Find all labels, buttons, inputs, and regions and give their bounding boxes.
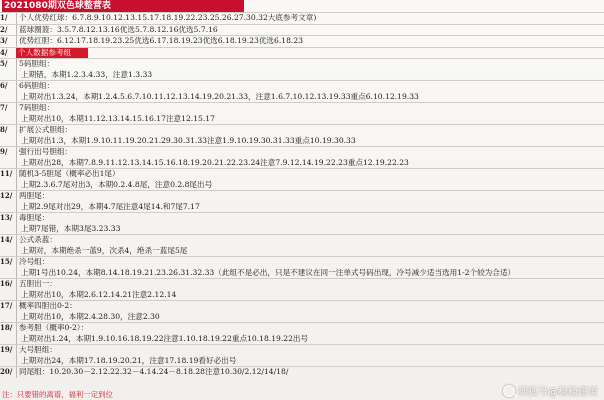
section-detail: 上期1号出10.24，本期8.14.18.19.21.23.26.31.32.33（此组不是必出，只是不建议在同一注单式号码出现，冷号减少适当选用1-2个较为合适） xyxy=(16,268,515,279)
section-detail: 上期2.3.6.7尾对出3，本期0.2.4.8尾，注意0.2.8尾出号 xyxy=(16,180,212,191)
table-row xyxy=(0,136,604,147)
section-detail: 上期对出10，本期2.4.28.30，注意2.30 xyxy=(16,312,160,323)
section-heading: 同尾组：10.20.30－2.12.22.32－4.14.24－8.18.28注意10.30/2.12/14/18/ xyxy=(16,367,288,378)
section-heading: 6码胆组： xyxy=(16,81,54,92)
table-row xyxy=(0,366,604,378)
row-index: 1/ xyxy=(0,13,8,22)
table-row xyxy=(0,278,604,290)
section-heading: 个人优势红球：6.7.8.9.10.12.13.15.17.18.19.22.23.25.26.27.30.32大底参考文章) xyxy=(16,13,316,24)
section-heading: 毒胆尾： xyxy=(16,213,49,224)
row-index: 14/ xyxy=(0,235,13,244)
section-heading: 参考胆（概率0-2）： xyxy=(16,323,88,334)
table-row xyxy=(0,246,604,257)
table-row xyxy=(0,70,604,81)
table-row xyxy=(0,300,604,312)
table-row xyxy=(0,224,604,235)
row-index: 15/ xyxy=(0,257,13,266)
section-detail: 上期对出10，本期11.12.13.14.15.16.17注意12.15.17 xyxy=(16,114,215,125)
table-row xyxy=(0,190,604,202)
section-detail: 上期2.9尾对出29，本期4.7尾注意4尾14.和7尾7.17 xyxy=(16,202,200,213)
section-heading: 两胆尾： xyxy=(16,191,49,202)
table-row xyxy=(0,102,604,114)
section-heading: 强行出号胆组： xyxy=(16,147,72,158)
section-detail: 上期错，本期1.2.3.4.33，注意1.3.33 xyxy=(16,70,152,81)
table-row xyxy=(0,334,604,345)
table-row xyxy=(0,58,604,70)
table-row xyxy=(0,212,604,224)
section-heading: 随机3-5胆尾（概率必出1尾） xyxy=(16,169,120,180)
table-row xyxy=(0,312,604,323)
analysis-rows xyxy=(0,12,604,378)
section-detail: 上期对出28，本期7.8.9.11.12.13.14.15.16.18.19.20.21.22.23.24注意7.9.12.14.19.22.23重点12.19.22.23 xyxy=(16,158,409,169)
section-banner: 个人数据参考组 xyxy=(16,48,88,59)
section-heading: 冷号组： xyxy=(16,257,49,268)
section-heading: 概率四胆出0-2： xyxy=(16,301,77,312)
table-row xyxy=(0,234,604,246)
section-heading: 优势红胆：6.12.17.18.19.23.25优选6.17.18.19.23优选6.18.19.23优选6.18.23 xyxy=(16,36,303,47)
page-title: 2021080期双色球整营表 xyxy=(2,0,244,12)
table-row xyxy=(0,180,604,191)
row-index: 3/ xyxy=(0,36,8,45)
row-index: 9/ xyxy=(0,147,8,156)
table-row xyxy=(0,344,604,356)
section-heading: 五胆出一： xyxy=(16,279,57,290)
row-index: 20/ xyxy=(0,367,13,376)
section-detail: 上期对出24，本期17.18.19.20.21，注意17.18.19看好必出号 xyxy=(16,356,236,367)
watermark-text: 搜狐号@稳稳建策 xyxy=(518,387,598,398)
row-index: 19/ xyxy=(0,345,13,354)
table-row xyxy=(0,256,604,268)
footer-note: 注：只要错的离谱，福利一定到位 xyxy=(2,390,113,399)
section-heading: 扩展公式胆组： xyxy=(16,125,72,136)
row-index: 13/ xyxy=(0,213,13,222)
watermark xyxy=(503,383,598,398)
table-row xyxy=(0,12,604,24)
table-row xyxy=(0,322,604,334)
row-index: 6/ xyxy=(0,81,8,90)
table-row xyxy=(0,290,604,301)
table-row xyxy=(0,202,604,213)
section-detail: 上期对，本期绝杀一蓝9，次杀4，绝杀一蓝尾5尾 xyxy=(16,246,187,257)
section-heading: 5码胆组： xyxy=(16,59,54,70)
table-row xyxy=(0,114,604,125)
section-heading: 大号胆组： xyxy=(16,345,57,356)
row-index: 16/ xyxy=(0,279,13,288)
table-row xyxy=(0,158,604,169)
section-heading: 公式杀蓝： xyxy=(16,235,57,246)
section-heading: 蓝球圈篮：3.5.7.8.12.13.16优选5.7.8.12.16优选5.7.16 xyxy=(16,25,218,36)
table-row xyxy=(0,268,604,279)
section-detail: 上期对出1.24，本期1.9.10.16.18.19.22注意1.10.18.19.22重点10.18.19.22出号 xyxy=(16,334,308,345)
table-row xyxy=(0,24,604,36)
row-index: 8/ xyxy=(0,125,8,134)
table-row xyxy=(0,80,604,92)
row-index: 7/ xyxy=(0,103,8,112)
table-row xyxy=(0,35,604,47)
section-detail: 上期对出10，本期2.6.12.14.21注意2.12.14 xyxy=(16,290,176,301)
section-detail: 上期对出1.3.24，本期1.2.4.5.6.7.10.11.12.13.14.19.20.21.33，注意1.6.7.10.12.13.19.33重点6.10.12.19.33 xyxy=(16,92,419,103)
row-index: 12/ xyxy=(0,191,13,200)
section-heading: 7码胆组： xyxy=(16,103,54,114)
row-index: 17/ xyxy=(0,301,13,310)
section-detail: 上期7尾错，本期3尾3.23.33 xyxy=(16,224,120,235)
table-row xyxy=(0,124,604,136)
row-index: 5/ xyxy=(0,59,8,68)
section-detail: 上期对出1.3，本期1.9.10.11.19.20.21.29.30.31.33注意1.9.10.19.30.31.33重点10.19.30.33 xyxy=(16,136,356,147)
row-index: 2/ xyxy=(0,24,8,34)
row-index: 4/ xyxy=(0,47,8,57)
table-row xyxy=(0,47,604,59)
row-index: 18/ xyxy=(0,323,13,332)
table-row xyxy=(0,168,604,180)
row-index: 11/ xyxy=(0,169,13,178)
table-row xyxy=(0,356,604,367)
table-row xyxy=(0,92,604,103)
table-row xyxy=(0,146,604,158)
search-icon xyxy=(503,385,515,397)
